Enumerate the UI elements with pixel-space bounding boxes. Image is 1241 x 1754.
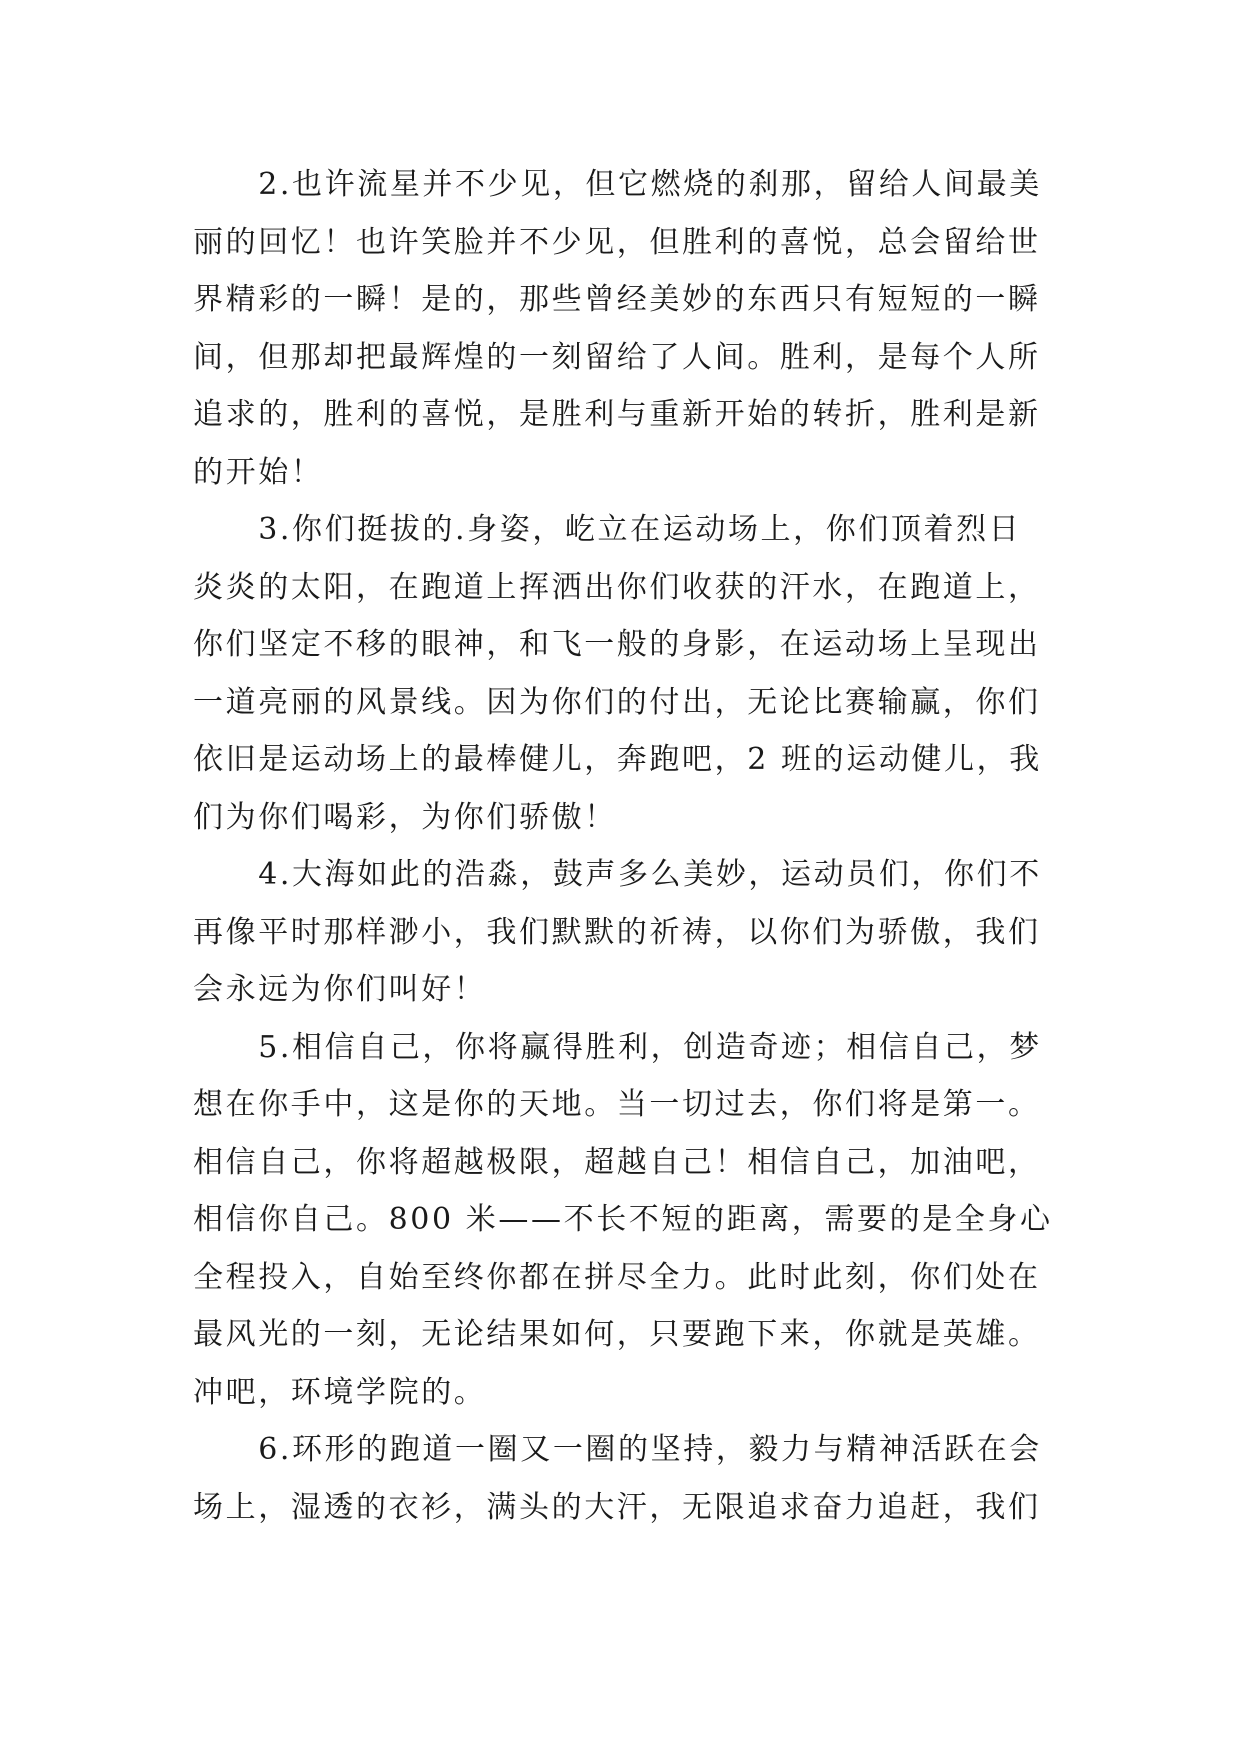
text-line: 冲吧，环境学院的。 [193, 1374, 487, 1410]
text-line: 再像平时那样渺小，我们默默的祈祷，以你们为骄傲，我们 [193, 914, 1041, 950]
text-line: 炎炎的太阳，在跑道上挥洒出你们收获的汗水，在跑道上， [193, 569, 1041, 605]
text-line: 3.你们挺拔的.身姿，屹立在运动场上，你们顶着烈日 [193, 512, 1022, 547]
document-body [193, 156, 1055, 1536]
text-line: 6.环形的跑道一圈又一圈的坚持，毅力与精神活跃在会 [193, 1432, 1042, 1467]
text-line: 追求的，胜利的喜悦，是胜利与重新开始的转折，胜利是新 [193, 397, 1041, 432]
paragraph-3 [193, 501, 1055, 846]
paragraph-6 [193, 1421, 1055, 1536]
text-line: 丽的回忆！也许笑脸并不少见，但胜利的喜悦，总会留给世 [193, 224, 1041, 260]
paragraph-4 [193, 846, 1055, 1019]
text-line: 想在你手中，这是你的天地。当一切过去，你们将是第一。 [193, 1087, 1041, 1122]
text-line: 最风光的一刻，无论结果如何，只要跑下来，你就是英雄。 [193, 1317, 1041, 1352]
text-line: 你们坚定不移的眼神，和飞一般的身影，在运动场上呈现出 [193, 627, 1041, 662]
text-line: 的开始！ [193, 454, 324, 490]
paragraph-2 [193, 156, 1055, 501]
text-line: 相信你自己。800 米——不长不短的距离，需要的是全身心 [193, 1202, 1053, 1237]
text-line: 相信自己，你将超越极限，超越自己！相信自己，加油吧， [193, 1144, 1041, 1180]
text-line: 间，但那却把最辉煌的一刻留给了人间。胜利，是每个人所 [193, 339, 1041, 375]
text-line: 界精彩的一瞬！是的，那些曾经美妙的东西只有短短的一瞬 [193, 282, 1041, 317]
text-line: 5.相信自己，你将赢得胜利，创造奇迹；相信自己，梦 [193, 1029, 1042, 1065]
text-line: 会永远为你们叫好！ [193, 972, 487, 1007]
text-line: 们为你们喝彩，为你们骄傲！ [193, 799, 617, 835]
text-line: 全程投入，自始至终你都在拼尽全力。此时此刻，你们处在 [193, 1259, 1041, 1295]
text-line: 依旧是运动场上的最棒健儿，奔跑吧，2 班的运动健儿，我 [193, 742, 1042, 777]
text-line: 场上，湿透的衣衫，满头的大汗，无限追求奋力追赶，我们 [193, 1489, 1041, 1525]
text-line: 一道亮丽的风景线。因为你们的付出，无论比赛输赢，你们 [193, 684, 1041, 720]
text-line: 2.也许流星并不少见，但它燃烧的刹那，留给人间最美 [193, 167, 1042, 202]
text-line: 4.大海如此的浩淼，鼓声多么美妙，运动员们，你们不 [193, 857, 1042, 892]
paragraph-5 [193, 1019, 1055, 1422]
